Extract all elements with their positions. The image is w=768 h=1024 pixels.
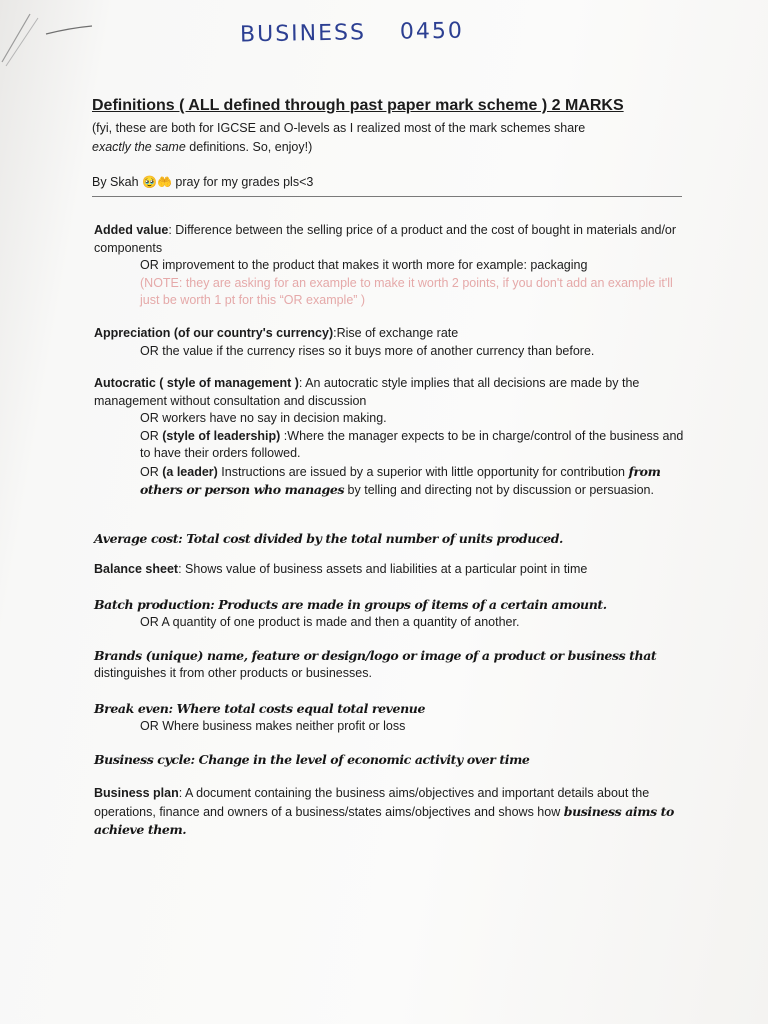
definition-batch-production: Batch production: Products are made in groups of items of a certain amount. OR A quantity of one product is made and then a quantity of another. [94, 596, 684, 631]
handwritten-text: Break even: Where total costs equal total revenue [94, 701, 425, 716]
byline: By Skah 🥹🤲 pray for my grades pls<3 [92, 175, 314, 189]
pencil-marks [0, 0, 120, 80]
handwritten-text: Batch production: Products are made in groups of items of a certain amount. [94, 597, 607, 612]
subject-name: BUSINESS [239, 20, 367, 48]
definition-average-cost: Average cost: Total cost divided by the total number of units produced. [94, 531, 563, 546]
note-text: (NOTE: they are asking for an example to make it worth 2 points, if you don't add an example it'll just be worth 1 pt for this “OR example” ) [140, 275, 673, 307]
definition-added-value: Added value: Difference between the selling price of a product and the cost of bought in materials and/or components OR improvement to the product that makes it worth more for example: packaging (NOTE: they are asking for an example to make it worth 2 points, if you don't add an example it'll just be worth 1 pt for this “OR example” ) [94, 222, 684, 310]
definition-business-plan: Business plan: A document containing the business aims/objectives and important details about the operations, finance and owners of a business/states aims/objectives and shows how business aims to achieve them. [94, 786, 674, 837]
definition-business-cycle: Business cycle: Change in the level of economic activity over time [94, 752, 530, 767]
divider-line [92, 196, 682, 197]
pleading-hands-emoji-icon: 🥹🤲 [142, 175, 172, 189]
handwritten-text: Brands (unique) name, feature or design/logo or image of a product or business that [94, 648, 657, 663]
definition-brands: Brands (unique) name, feature or design/logo or image of a product or business that distinguishes it from other products or businesses. [94, 647, 684, 682]
definition-autocratic: Autocratic ( style of management ): An autocratic style implies that all decisions are made by the management without consultation and discussion OR workers have no say in decision making. OR (style of leadership) :Where the manager expects to be in charge/control of the business and to have their orders followed. OR (a leader) Instructions are issued by a superior with little opportunity for contribution from others or person who manages by telling and directing not by discussion or persuasion. [94, 376, 684, 497]
page-heading: Definitions ( ALL defined through past paper mark scheme ) 2 MARKS [92, 97, 624, 114]
subject-code: 0450 [399, 18, 465, 45]
handwritten-text: business aims to achieve them. [94, 803, 674, 837]
intro-text: (fyi, these are both for IGCSE and O-levels as I realized most of the mark schemes share exactly the same definitions. So, enjoy!) [92, 121, 586, 154]
definition-appreciation: Appreciation (of our country's currency):Rise of exchange rate OR the value if the currency rises so it buys more of another currency than before. [94, 326, 595, 358]
definition-break-even: Break even: Where total costs equal total revenue OR Where business makes neither profit or loss [94, 700, 684, 735]
handwritten-text: from others or person who manages [140, 463, 661, 497]
handwritten-title [240, 18, 520, 48]
definition-balance-sheet: Balance sheet: Shows value of business assets and liabilities at a particular point in time [94, 562, 588, 576]
